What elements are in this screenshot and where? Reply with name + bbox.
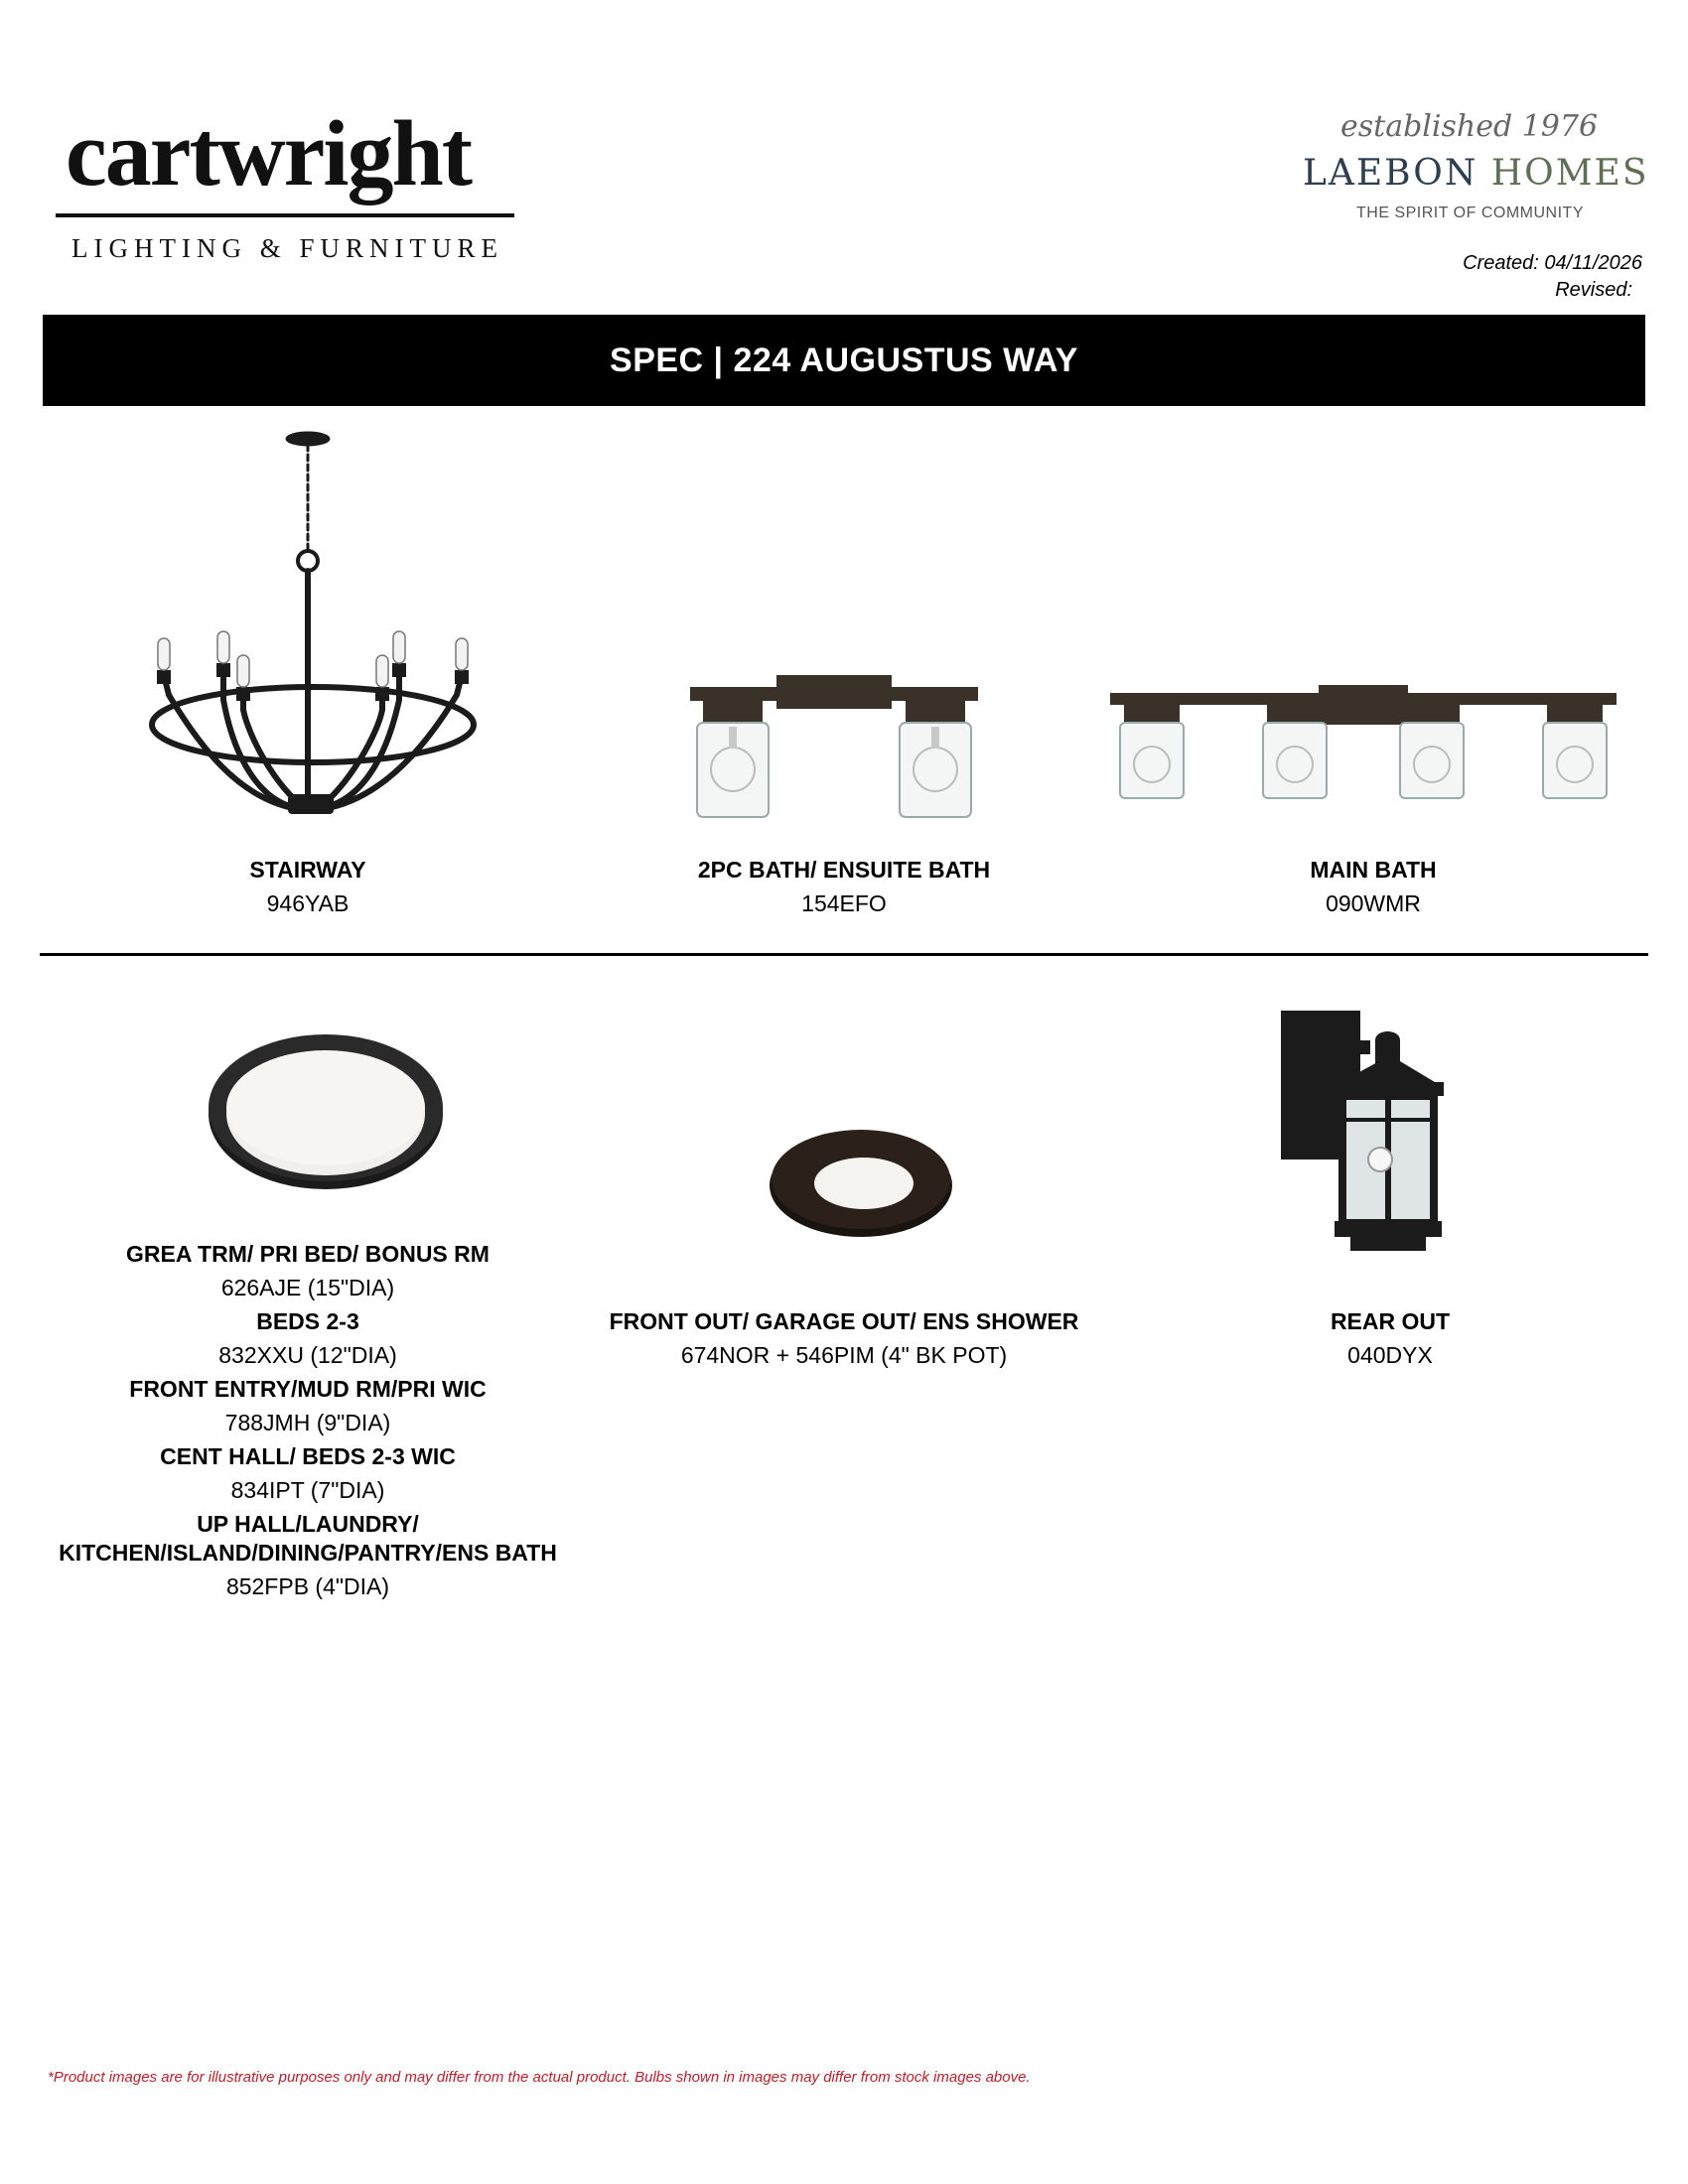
revised-date: Revised: [1555,279,1632,301]
fixture-label-line2: KITCHEN/ISLAND/DINING/PANTRY/ENS BATH [59,1540,557,1566]
flush-mount-fixture-list [30,1243,586,1598]
fixture-label: FRONT OUT/ GARAGE OUT/ ENS SHOWER [609,1308,1079,1334]
fixture-label: REAR OUT [1330,1308,1451,1334]
pot-light-fixture [556,1310,1132,1367]
laebon-tagline: THE SPIRIT OF COMMUNITY [1356,205,1584,221]
laebon-established: established 1976 [1340,109,1599,144]
chandelier-image [139,427,487,834]
fixture-label: GREA TRM/ PRI BED/ BONUS RM [126,1241,490,1267]
section-divider [40,953,1648,956]
fixture-code: 852FPB (4"DIA) [225,1573,390,1599]
four-light-vanity-image [1110,685,1617,804]
fixture-label: STAIRWAY [249,857,366,883]
fixture-label: BEDS 2-3 [256,1308,359,1334]
laebon-logo-name [1303,153,1649,194]
laebon-name-a: LAEBON [1303,153,1478,194]
flush-mount-image [207,1032,445,1191]
fixture-code: 090WMR [1326,890,1421,916]
cartwright-logo-word: cartwright [66,102,472,205]
fixture-label: CENT HALL/ BEDS 2-3 WIC [160,1443,456,1469]
fixture-code: 834IPT (7"DIA) [230,1477,385,1503]
main-bath-fixture [1224,859,1522,915]
fixture-code: 674NOR + 546PIM (4" BK POT) [680,1342,1008,1368]
created-date: Created: 04/11/2026 [1463,252,1642,274]
fixture-label: MAIN BATH [1310,857,1437,883]
page-title-bar [43,315,1645,406]
cartwright-logo-rule [56,213,514,217]
fixture-code: 626AJE (15"DIA) [220,1275,395,1300]
disclaimer-footnote: *Product images are for illustrative purposes only and may differ from the actual product. Bulbs shown in images may differ from stock images above. [48,2069,1031,2086]
page-title: SPEC | 224 AUGUSTUS WAY [610,341,1078,379]
two-pc-bath-fixture [635,859,1053,915]
fixture-code: 832XXU (12"DIA) [218,1342,397,1368]
fixture-code: 040DYX [1347,1342,1433,1368]
two-light-vanity-image [685,675,983,824]
fixture-code: 946YAB [266,890,350,916]
stairway-fixture [159,859,457,915]
fixture-label-line1: UP HALL/LAUNDRY/ [197,1511,419,1537]
pot-light-image [769,1130,953,1237]
fixture-code: 788JMH (9"DIA) [224,1410,391,1435]
laebon-name-b: HOMES [1490,153,1649,194]
cartwright-logo-subtitle: LIGHTING & FURNITURE [71,233,503,263]
wall-lantern-image [1281,1011,1479,1269]
fixture-code: 154EFO [801,890,887,916]
fixture-label: FRONT ENTRY/MUD RM/PRI WIC [129,1376,487,1402]
fixture-label: 2PC BATH/ ENSUITE BATH [697,857,991,883]
rear-out-fixture [1241,1310,1539,1367]
